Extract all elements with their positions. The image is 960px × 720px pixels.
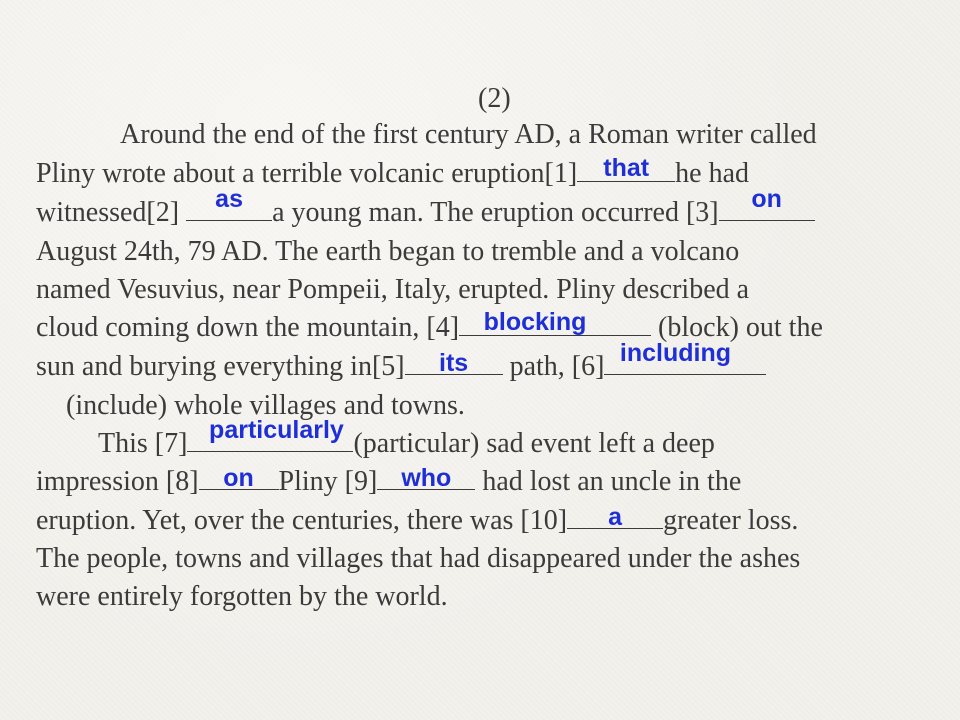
answer-7: particularly	[209, 416, 344, 444]
passage-line: (include) whole villages and towns.	[66, 390, 465, 421]
blank-2	[186, 185, 272, 221]
passage-line	[36, 465, 741, 499]
line-text: path, [6]	[502, 351, 605, 382]
passage-line: The people, towns and villages that had disappeared under the ashes	[36, 543, 801, 574]
line-text: a young man. The eruption occurred [3]	[272, 197, 719, 228]
answer-6: including	[619, 339, 731, 367]
answer-1: that	[603, 154, 650, 182]
blank-4	[459, 308, 651, 336]
passage-line: were entirely forgotten by the world.	[36, 581, 448, 612]
section-heading: (2)	[478, 83, 511, 114]
passage-line	[98, 416, 715, 461]
passage-line	[36, 185, 815, 230]
answer-5: its	[439, 349, 469, 377]
passage-line	[36, 504, 798, 538]
line-text: (particular) sad event left a deep	[353, 428, 715, 459]
blank-3	[719, 185, 815, 221]
answer-8: on	[223, 464, 254, 492]
answer-9: who	[401, 464, 452, 492]
blank-6	[604, 339, 766, 375]
passage-line	[36, 339, 766, 384]
line-text: cloud coming down the mountain, [4]	[36, 312, 460, 343]
line-text: impression [8]	[36, 466, 199, 497]
blank-8	[199, 464, 279, 492]
passage-line: August 24th, 79 AD. The earth began to tremble and a volcano	[36, 236, 740, 267]
answer-4: blocking	[483, 308, 587, 336]
blank-9	[377, 464, 475, 492]
line-text: witnessed[2]	[36, 197, 187, 228]
blank-1	[577, 154, 675, 182]
line-text: sun and burying everything in[5]	[36, 351, 405, 382]
line-text: he had	[675, 158, 750, 189]
blank-7	[187, 416, 353, 452]
answer-3: on	[751, 185, 782, 213]
blank-5	[405, 349, 503, 377]
line-text: Pliny wrote about a terrible volcanic eruption[1]	[36, 158, 578, 189]
passage-line: Around the end of the first century AD, a Roman writer called	[120, 119, 817, 150]
line-text: greater loss.	[663, 505, 799, 536]
line-text: (block) out the	[651, 312, 823, 343]
line-text: Pliny [9]	[278, 466, 378, 497]
line-text: This [7]	[98, 428, 188, 459]
blank-10	[567, 503, 663, 531]
answer-10: a	[608, 503, 623, 531]
passage-line	[36, 154, 750, 191]
line-text: eruption. Yet, over the centuries, there was [10]	[36, 505, 568, 536]
answer-2: as	[215, 185, 243, 213]
line-text: had lost an uncle in the	[475, 466, 742, 497]
passage-line: named Vesuvius, near Pompeii, Italy, erupted. Pliny described a	[36, 274, 750, 305]
